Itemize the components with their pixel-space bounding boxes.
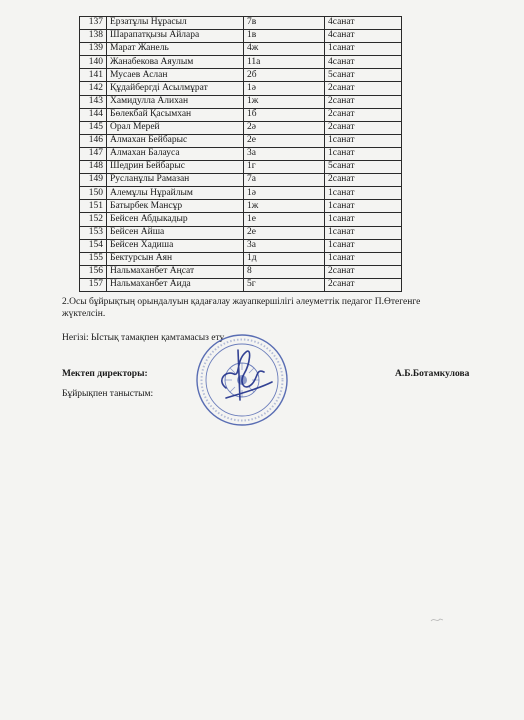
row-number: 140 — [80, 56, 107, 69]
row-number: 139 — [80, 43, 107, 56]
acknowledgement-label: Бұйрықпен таныстым: — [62, 389, 154, 399]
table-row — [80, 43, 402, 56]
category-cell: 1санат — [325, 213, 402, 226]
student-name: Мусаев Аслан — [107, 69, 244, 82]
class-cell: 1в — [244, 30, 325, 43]
students-table-body — [80, 17, 402, 292]
row-number: 155 — [80, 252, 107, 265]
table-row — [80, 134, 402, 147]
table-row — [80, 95, 402, 108]
row-number: 143 — [80, 95, 107, 108]
category-cell: 1санат — [325, 134, 402, 147]
table-row — [80, 213, 402, 226]
row-number: 146 — [80, 134, 107, 147]
class-cell: 5г — [244, 278, 325, 291]
category-cell: 2санат — [325, 278, 402, 291]
paragraph-2-line2: жүктелсін. — [62, 309, 106, 319]
class-cell: 2е — [244, 134, 325, 147]
class-cell: 1д — [244, 252, 325, 265]
class-cell: 2б — [244, 69, 325, 82]
student-name: Орал Мерей — [107, 121, 244, 134]
class-cell: 3а — [244, 239, 325, 252]
row-number: 144 — [80, 108, 107, 121]
student-name: Құдайбергді Асылмұрат — [107, 82, 244, 95]
row-number: 156 — [80, 265, 107, 278]
student-name: Бейсен Айша — [107, 226, 244, 239]
category-cell: 5санат — [325, 69, 402, 82]
director-name: А.Б.Ботамкулова — [395, 369, 470, 379]
table-row — [80, 252, 402, 265]
student-name: Алмахан Балауса — [107, 147, 244, 160]
student-name: Марат Жанель — [107, 43, 244, 56]
student-name: Ерзатұлы Нұрасыл — [107, 17, 244, 30]
student-name: Бөлекбай Қасымхан — [107, 108, 244, 121]
class-cell: 1ж — [244, 200, 325, 213]
table-row — [80, 161, 402, 174]
student-name: Бейсен Абдыкадыр — [107, 213, 244, 226]
table-row — [80, 108, 402, 121]
student-name: Алмахан Бейбарыс — [107, 134, 244, 147]
class-cell: 7в — [244, 17, 325, 30]
category-cell: 4санат — [325, 17, 402, 30]
category-cell: 4санат — [325, 56, 402, 69]
table-row — [80, 239, 402, 252]
category-cell: 2санат — [325, 121, 402, 134]
student-name: Алемұлы Нұрайлым — [107, 187, 244, 200]
student-name: Хамидулла Алихан — [107, 95, 244, 108]
table-row — [80, 200, 402, 213]
row-number: 142 — [80, 82, 107, 95]
paragraph-2-line1: 2.Осы бұйрықтың орындалуын қадағалау жауапкершілігі әлеуметтік педагог П.Өтегенге — [62, 297, 421, 307]
row-number: 138 — [80, 30, 107, 43]
category-cell: 2санат — [325, 174, 402, 187]
category-cell: 1санат — [325, 252, 402, 265]
row-number: 154 — [80, 239, 107, 252]
student-name: Нальмаханбет Аңсат — [107, 265, 244, 278]
table-row — [80, 278, 402, 291]
student-name: Бектурсын Аян — [107, 252, 244, 265]
table-row — [80, 147, 402, 160]
class-cell: 4ж — [244, 43, 325, 56]
student-name: Шедрин Бейбарыс — [107, 161, 244, 174]
category-cell: 2санат — [325, 82, 402, 95]
class-cell: 11а — [244, 56, 325, 69]
category-cell: 2санат — [325, 265, 402, 278]
table-row — [80, 82, 402, 95]
paragraph-2 — [62, 296, 462, 320]
table-row — [80, 265, 402, 278]
class-cell: 7а — [244, 174, 325, 187]
class-cell: 2ә — [244, 121, 325, 134]
student-name: Шарапатқызы Айлара — [107, 30, 244, 43]
row-number: 153 — [80, 226, 107, 239]
student-name: Батырбек Мансұр — [107, 200, 244, 213]
class-cell: 1б — [244, 108, 325, 121]
class-cell: 8 — [244, 265, 325, 278]
class-cell: 2е — [244, 226, 325, 239]
student-name: Бейсен Хадиша — [107, 239, 244, 252]
category-cell: 5санат — [325, 161, 402, 174]
row-number: 145 — [80, 121, 107, 134]
row-number: 152 — [80, 213, 107, 226]
category-cell: 1санат — [325, 147, 402, 160]
category-cell: 2санат — [325, 108, 402, 121]
director-label: Мектеп директоры: — [62, 369, 148, 379]
table-row — [80, 56, 402, 69]
category-cell: 1санат — [325, 226, 402, 239]
table-row — [80, 187, 402, 200]
category-cell: 1санат — [325, 239, 402, 252]
class-cell: 1е — [244, 213, 325, 226]
category-cell: 4санат — [325, 30, 402, 43]
table-row — [80, 69, 402, 82]
row-number: 148 — [80, 161, 107, 174]
class-cell: 3а — [244, 147, 325, 160]
student-name: Нальмаханбет Аида — [107, 278, 244, 291]
row-number: 147 — [80, 147, 107, 160]
basis-line: Негізі: Ыстық тамақпен қамтамасыз ету — [62, 333, 225, 343]
table-row — [80, 226, 402, 239]
class-cell: 1ә — [244, 187, 325, 200]
category-cell: 1санат — [325, 187, 402, 200]
table-row — [80, 121, 402, 134]
row-number: 141 — [80, 69, 107, 82]
category-cell: 1санат — [325, 200, 402, 213]
category-cell: 1санат — [325, 43, 402, 56]
row-number: 157 — [80, 278, 107, 291]
table-row — [80, 17, 402, 30]
student-name: Жанабекова Аяулым — [107, 56, 244, 69]
class-cell: 1ж — [244, 95, 325, 108]
row-number: 149 — [80, 174, 107, 187]
student-name: Русланұлы Рамазан — [107, 174, 244, 187]
class-cell: 1г — [244, 161, 325, 174]
category-cell: 2санат — [325, 95, 402, 108]
scan-speck — [430, 616, 444, 624]
class-cell: 1ә — [244, 82, 325, 95]
official-stamp-and-signature — [186, 330, 298, 430]
row-number: 137 — [80, 17, 107, 30]
row-number: 151 — [80, 200, 107, 213]
table-row — [80, 174, 402, 187]
students-table — [79, 16, 402, 292]
table-row — [80, 30, 402, 43]
row-number: 150 — [80, 187, 107, 200]
